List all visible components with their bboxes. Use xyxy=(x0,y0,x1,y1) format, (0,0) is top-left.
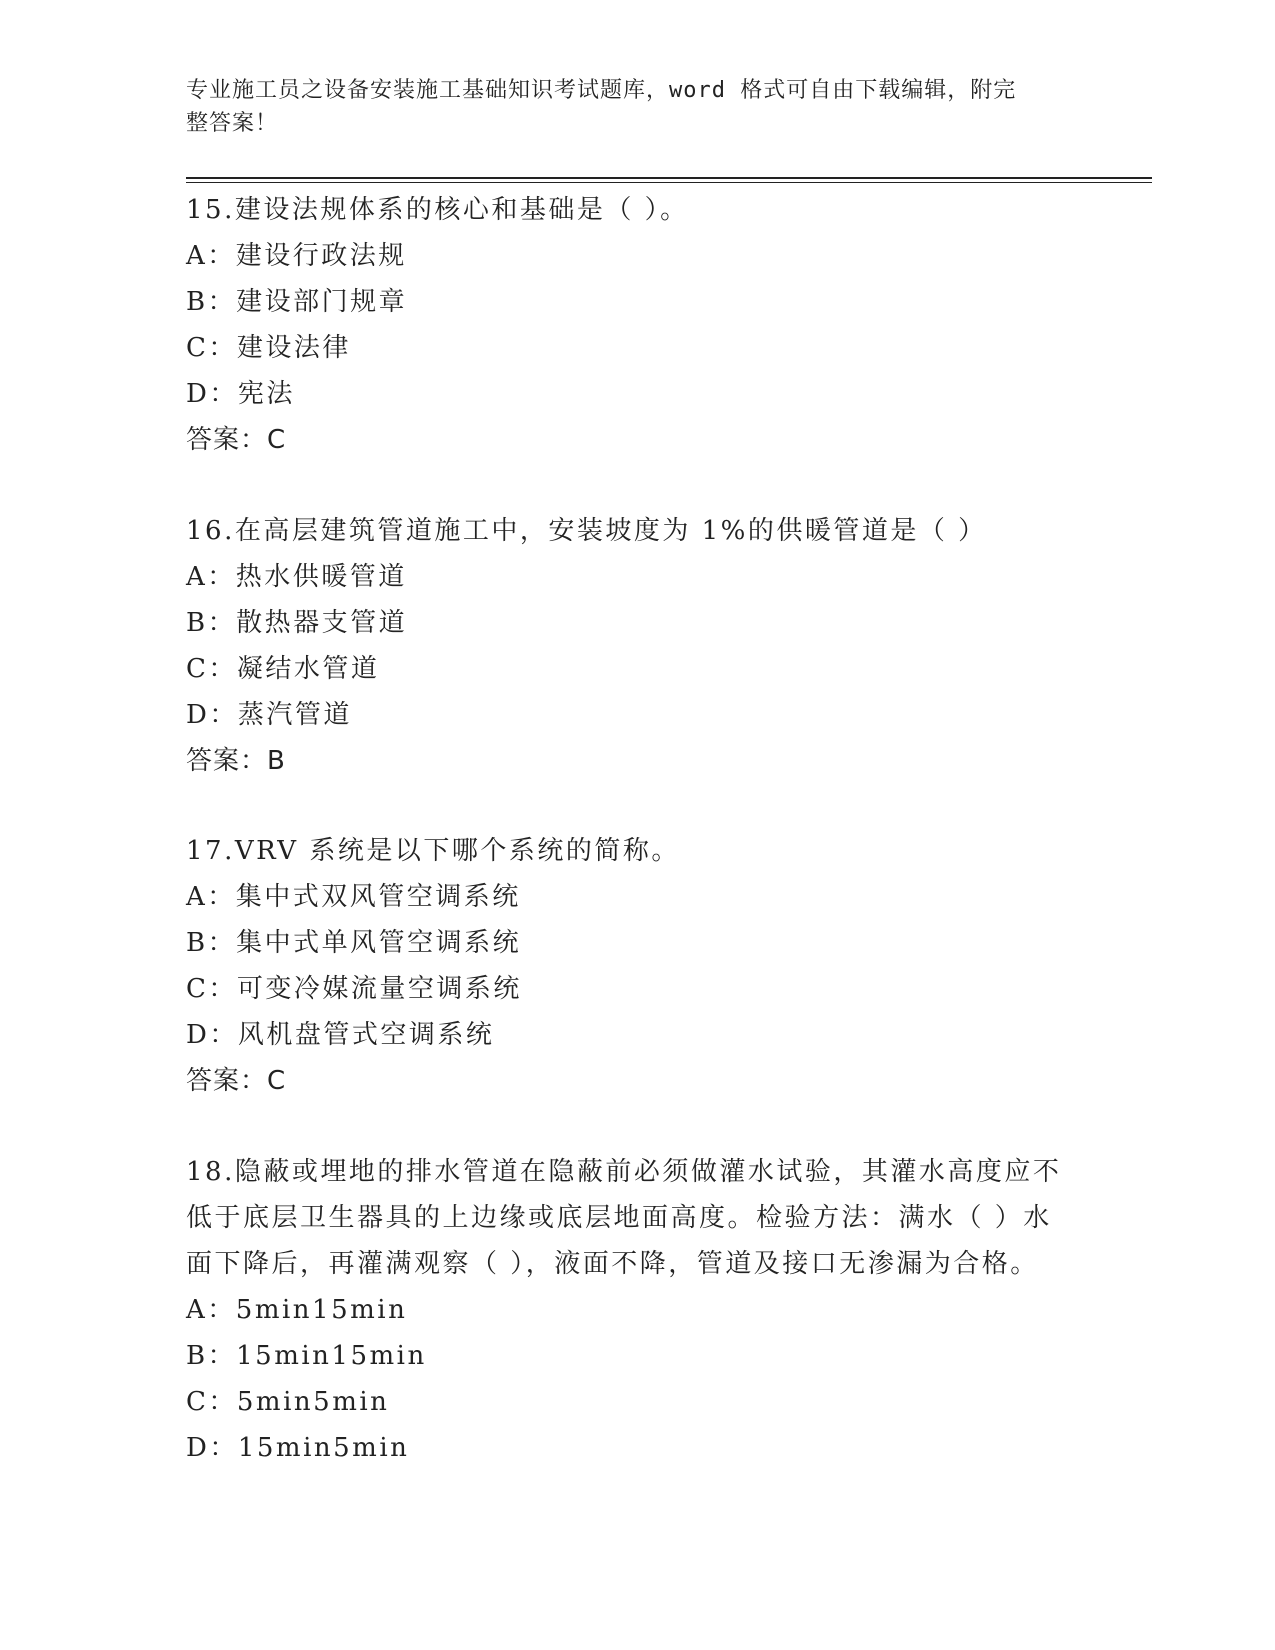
question-15 xyxy=(186,187,1086,463)
option-b: B：建设部门规章 xyxy=(186,287,408,317)
option-c: C：凝结水管道 xyxy=(186,654,380,684)
question-stem: 17.VRV 系统是以下哪个系统的简称。 xyxy=(186,836,680,866)
option-b: B：集中式单风管空调系统 xyxy=(186,928,522,958)
option-c: C：可变冷媒流量空调系统 xyxy=(186,974,522,1004)
option-a: A：热水供暖管道 xyxy=(186,562,407,592)
option-d: D：风机盘管式空调系统 xyxy=(186,1020,495,1050)
answer-line: 答案：B xyxy=(186,746,286,776)
header-divider-thin xyxy=(186,182,1152,183)
question-18 xyxy=(186,1149,1086,1471)
option-c: C：5min5min xyxy=(186,1387,390,1417)
question-stem-line-2: 低于底层卫生器具的上边缘或底层地面高度。检验方法：满水（ ）水 xyxy=(186,1203,1052,1233)
question-stem-line-1: 18.隐蔽或埋地的排水管道在隐蔽前必须做灌水试验，其灌水高度应不 xyxy=(186,1157,1062,1187)
header-line-2: 整答案！ xyxy=(186,111,279,136)
answer-line: 答案：C xyxy=(186,1066,287,1096)
option-b: B：散热器支管道 xyxy=(186,608,408,638)
answer-line: 答案：C xyxy=(186,425,287,455)
question-16 xyxy=(186,508,1086,784)
option-d: D：蒸汽管道 xyxy=(186,700,352,730)
question-stem: 15.建设法规体系的核心和基础是（ ）。 xyxy=(186,195,689,225)
option-a: A：5min15min xyxy=(186,1295,408,1325)
question-stem: 16.在高层建筑管道施工中，安装坡度为 1%的供暖管道是（ ） xyxy=(186,516,987,546)
option-a: A：建设行政法规 xyxy=(186,241,407,271)
header-divider-thick xyxy=(186,177,1152,179)
question-17 xyxy=(186,828,1086,1104)
option-a: A：集中式双风管空调系统 xyxy=(186,882,521,912)
header-line-1: 专业施工员之设备安装施工基础知识考试题库，word 格式可自由下载编辑，附完 xyxy=(186,78,1017,103)
option-d: D：宪法 xyxy=(186,379,295,409)
option-c: C：建设法律 xyxy=(186,333,351,363)
document-header xyxy=(186,74,1086,140)
option-b: B：15min15min xyxy=(186,1341,427,1371)
option-d: D：15min5min xyxy=(186,1433,410,1463)
question-stem-line-3: 面下降后，再灌满观察（ ），液面不降，管道及接口无渗漏为合格。 xyxy=(186,1249,1039,1279)
